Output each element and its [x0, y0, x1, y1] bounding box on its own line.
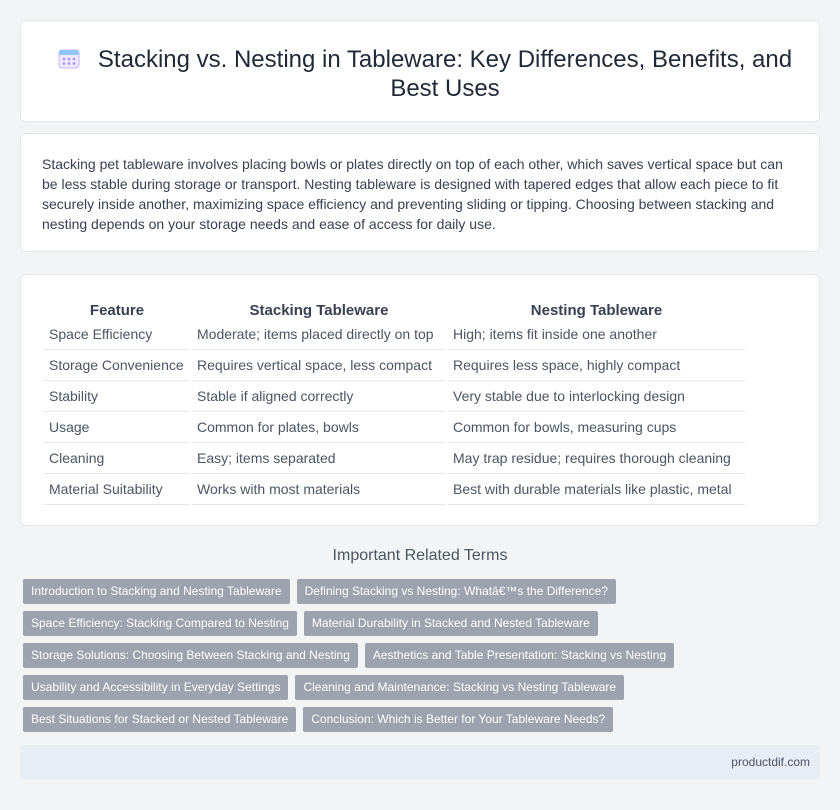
related-term-link[interactable]: Cleaning and Maintenance: Stacking vs Nesting Tableware	[295, 675, 624, 700]
footer-site-link[interactable]: productdif.com	[731, 755, 810, 769]
table-row	[44, 381, 745, 412]
related-term-link[interactable]: Best Situations for Stacked or Nested Tableware	[23, 707, 296, 732]
table-cell: Common for bowls, measuring cups	[448, 412, 745, 443]
header-feature: Feature	[89, 302, 145, 319]
related-term-link[interactable]: Introduction to Stacking and Nesting Tableware	[23, 579, 290, 604]
table-cell: Material Suitability	[44, 474, 190, 505]
related-terms-heading: Important Related Terms	[332, 547, 508, 564]
header-stacking: Stacking Tableware	[249, 302, 389, 319]
table-cell: Very stable due to interlocking design	[448, 381, 745, 412]
table-row	[44, 474, 745, 505]
table-cell: Stable if aligned correctly	[192, 381, 446, 412]
table-cell: Moderate; items placed directly on top	[192, 319, 446, 350]
title-card	[20, 20, 820, 122]
table-row	[44, 443, 745, 474]
table-cell: Stability	[44, 381, 190, 412]
table-cell: Space Efficiency	[44, 319, 190, 350]
table-cell: Common for plates, bowls	[192, 412, 446, 443]
table-cell: May trap residue; requires thorough cleaning	[448, 443, 745, 474]
intro-paragraph: Stacking pet tableware involves placing bowls or plates directly on top of each other, which saves vertical space but can be less stable during storage or transport. Nesting tableware is designed with tapered edges that allow each piece to fit securely inside another, maximizing space efficiency and preventing sliding or tipping. Choosing between stacking and nesting depends on your storage needs and ease of access for daily use.	[42, 156, 783, 232]
page-title: Stacking vs. Nesting in Tableware: Key Differences, Benefits, and Best Uses	[97, 46, 793, 102]
related-term-link[interactable]: Usability and Accessibility in Everyday Settings	[23, 675, 288, 700]
table-cell: Works with most materials	[192, 474, 446, 505]
table-cell: Requires less space, highly compact	[448, 350, 745, 381]
related-term-link[interactable]: Aesthetics and Table Presentation: Stacking vs Nesting	[365, 643, 674, 668]
table-cell: Usage	[44, 412, 190, 443]
table-row	[44, 350, 745, 381]
table-header-row	[44, 295, 745, 319]
table-row	[44, 319, 745, 350]
related-term-link[interactable]: Conclusion: Which is Better for Your Tableware Needs?	[303, 707, 613, 732]
related-terms-list	[23, 579, 683, 739]
related-term-link[interactable]: Defining Stacking vs Nesting: Whatâ€™s the Difference?	[297, 579, 616, 604]
table-cell: Requires vertical space, less compact	[192, 350, 446, 381]
related-term-link[interactable]: Material Durability in Stacked and Nested Tableware	[304, 611, 598, 636]
header-nesting: Nesting Tableware	[530, 302, 663, 319]
related-term-link[interactable]: Storage Solutions: Choosing Between Stacking and Nesting	[23, 643, 358, 668]
table-row	[44, 412, 745, 443]
related-term-link[interactable]: Space Efficiency: Stacking Compared to Nesting	[23, 611, 297, 636]
calendar-icon	[58, 47, 80, 69]
table-cell: Best with durable materials like plastic, metal	[448, 474, 745, 505]
comparison-card	[20, 274, 820, 526]
table-cell: Cleaning	[44, 443, 190, 474]
table-cell: High; items fit inside one another	[448, 319, 745, 350]
table-cell: Storage Convenience	[44, 350, 190, 381]
footer	[20, 745, 820, 779]
comparison-table	[42, 295, 747, 505]
intro-card	[20, 133, 820, 252]
table-cell: Easy; items separated	[192, 443, 446, 474]
